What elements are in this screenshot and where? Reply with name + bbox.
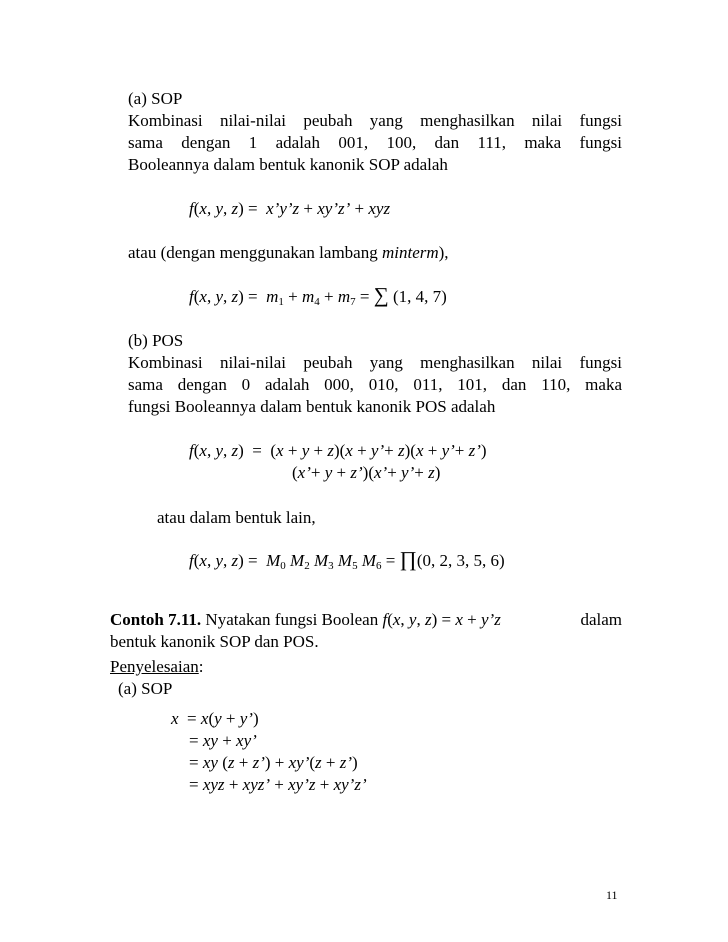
example-label: Contoh 7.11. [110, 610, 202, 629]
minterm-intro-suffix: ), [438, 243, 449, 262]
maxterm-intro: atau dalam bentuk lain, [157, 508, 316, 527]
page-number: 11 [606, 888, 618, 902]
product-symbol: ∏ [399, 547, 417, 571]
sop-paragraph-line-2: sama dengan 1 adalah 001, 100, dan 111, maka fungsi [128, 133, 622, 152]
sop-heading: (a) SOP [128, 89, 183, 108]
pos-equation-line-1: f(x, y, z) = (x + y + z)(x + y’+ z)(x + y’+ z’) [189, 441, 487, 460]
example-statement-line-2: bentuk kanonik SOP dan POS. [110, 632, 319, 651]
pos-heading: (b) POS [128, 331, 184, 350]
minterm-word: minterm [381, 243, 439, 262]
pos-paragraph-line-2: sama dengan 0 adalah 000, 010, 011, 101, dan 110, maka [128, 375, 622, 394]
minterm-intro [128, 242, 449, 264]
sop-paragraph-line-1: Kombinasi nilai-nilai peubah yang menghasilkan nilai fungsi [128, 111, 622, 130]
pos-paragraph-line-1: Kombinasi nilai-nilai peubah yang menghasilkan nilai fungsi [128, 353, 622, 372]
sigma-symbol: ∑ [373, 283, 389, 307]
sop-paragraph-line-3: Booleannya dalam bentuk kanonik SOP adalah [128, 155, 448, 174]
solution-step-1: x = x(y + y’) [171, 709, 259, 728]
solution-label-text: Penyelesaian [110, 657, 199, 676]
example-statement-line-1: Contoh 7.11. Nyatakan fungsi Boolean f(x, y, z) = x + y’z dalam [110, 610, 622, 629]
pos-equation-line-2: (x’+ y + z’)(x’+ y’+ z) [292, 463, 441, 482]
sop-equation: f(x, y, z) = x’y’z + xy’z’ + xyz [189, 199, 391, 218]
solution-sop-heading: (a) SOP [118, 679, 173, 698]
maxterm-equation: f(x, y, $z) = M_0$ $M_2$ $M_3$ $M_5$ $M_6$ = ∏(0, 2, 3, 5, 6) [189, 547, 505, 572]
solution-step-2: = xy + xy’ [189, 731, 257, 750]
pos-paragraph-line-3: fungsi Booleannya dalam bentuk kanonik POS adalah [128, 397, 496, 416]
solution-label: Penyelesaian: [110, 657, 204, 676]
maxterm-list: (0, 2, 3, 5, 6) [416, 551, 505, 570]
minterm-intro-text: atau (dengan menggunakan lambang [128, 243, 382, 262]
solution-step-4: = xyz + xyz’ + xy’z + xy’z’ [189, 775, 367, 794]
solution-step-3: = xy (z + z’) + xy’(z + z’) [189, 753, 358, 772]
minterm-list: (1, 4, 7) [392, 287, 447, 306]
minterm-equation: f(x, y, $z) = m_1 + m_4 + m_7$ = ∑ (1, 4, 7) [189, 283, 447, 308]
